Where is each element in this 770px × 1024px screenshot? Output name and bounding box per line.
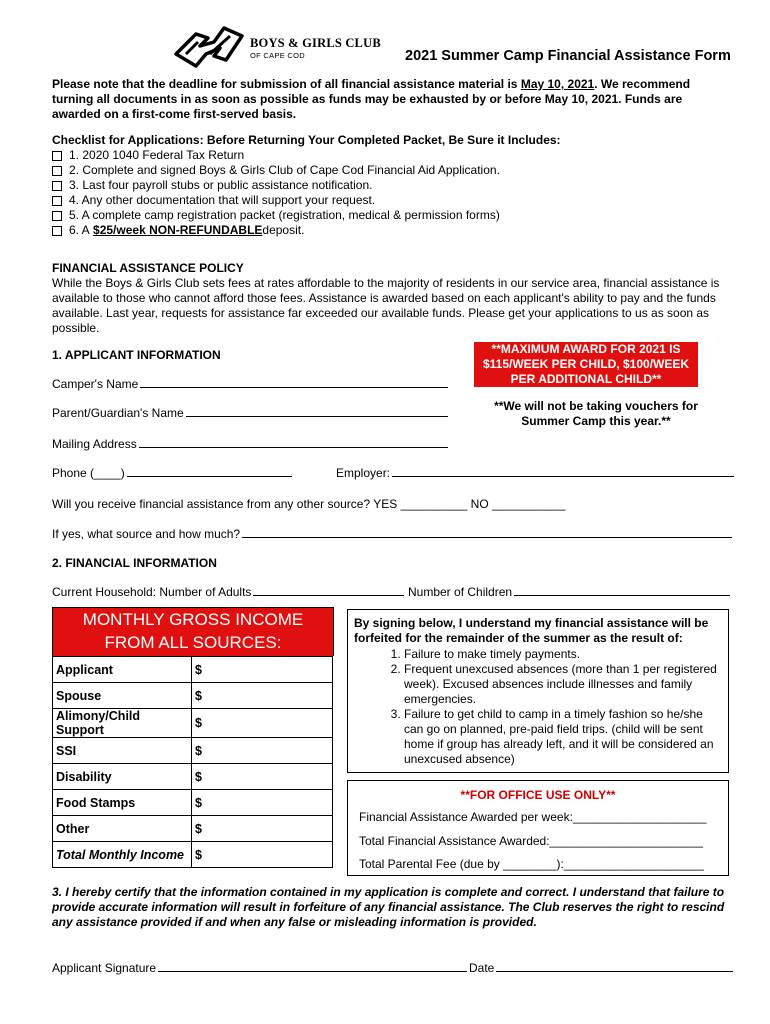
income-amount-field[interactable]: $ — [192, 709, 333, 738]
signature-row — [52, 961, 469, 975]
phone-label: Phone (____) — [52, 466, 125, 480]
checklist-item[interactable]: 4. Any other documentation that will support your request. — [52, 193, 500, 208]
checkbox[interactable] — [52, 196, 62, 206]
date-field[interactable] — [496, 971, 733, 972]
checkbox[interactable] — [52, 181, 62, 191]
phone-row — [52, 466, 294, 480]
source-amount-row — [52, 527, 734, 541]
employer-label: Employer: — [336, 466, 391, 480]
employer-field[interactable] — [392, 476, 734, 477]
income-total-row: Total Monthly Income $ — [53, 842, 333, 868]
date-row — [469, 961, 735, 975]
parent-name-label: Parent/Guardian's Name — [52, 406, 184, 420]
applicant-heading: 1. APPLICANT INFORMATION — [52, 348, 221, 362]
income-row: Applicant $ — [53, 657, 333, 683]
income-row: Disability $ — [53, 764, 333, 790]
intro-part1: Please note that the deadline for submission of all financial assistance material is — [52, 77, 521, 91]
logo — [170, 24, 385, 72]
form-title: 2021 Summer Camp Financial Assistance Form — [405, 48, 731, 64]
children-label: Number of Children — [408, 585, 513, 599]
intro-paragraph — [52, 77, 722, 122]
parent-name-row — [52, 406, 450, 420]
income-amount-field[interactable]: $ — [192, 683, 333, 709]
forfeit-item: 3. Failure to get child to camp in a timely fashion so he/she can go on planned, pre-paid field trips. (child will be sent home if group has already left, and it will be considered an unexcused absence) — [404, 707, 724, 767]
checklist-item[interactable]: 2. Complete and signed Boys & Girls Club of Cape Cod Financial Aid Application. — [52, 163, 500, 178]
camper-name-label: Camper's Name — [52, 377, 139, 391]
income-amount-field[interactable]: $ — [192, 790, 333, 816]
adults-label: Current Household: Number of Adults — [52, 585, 252, 599]
checkbox[interactable] — [52, 226, 62, 236]
forfeit-list — [354, 647, 724, 767]
max-award-notice: **MAXIMUM AWARD FOR 2021 IS $115/WEEK PER CHILD, $100/WEEK PER ADDITIONAL CHILD** — [474, 342, 698, 387]
forfeit-heading: By signing below, I understand my financial assistance will be forfeited for the remainder of the summer as the result of: — [354, 616, 709, 645]
financial-heading: 2. FINANCIAL INFORMATION — [52, 556, 217, 570]
children-field[interactable] — [514, 595, 730, 596]
date-label: Date — [469, 961, 495, 975]
income-table-title: MONTHLY GROSS INCOME FROM ALL SOURCES: — [52, 607, 334, 656]
mailing-address-field[interactable] — [139, 447, 448, 448]
employer-row — [336, 466, 736, 480]
club-logo-icon — [170, 24, 248, 72]
checklist-heading: Checklist for Applications: Before Returning Your Completed Packet, Be Sure it Includes: — [52, 133, 561, 147]
income-total-field[interactable]: $ — [192, 842, 333, 868]
income-amount-field[interactable]: $ — [192, 816, 333, 842]
forfeit-box — [347, 609, 729, 773]
policy-body: While the Boys & Girls Club sets fees at rates affordable to the majority of residents in our service area, financial assistance is available to those who cannot afford those fees. Assistance is awarded based on each applicant's ability to pay and the funds available. Last year, requests for assistance far exceeded our available funds. Please get your applications to us as soon as possible. — [52, 276, 720, 335]
forfeit-item: 1. Failure to make timely payments. — [404, 647, 724, 662]
deposit-amount: $25/week NON-REFUNDABLE — [93, 223, 263, 237]
income-row: SSI $ — [53, 738, 333, 764]
office-field-awarded[interactable]: Financial Assistance Awarded per week:____________________ — [359, 810, 707, 824]
income-rows — [52, 656, 333, 868]
office-use-box — [347, 780, 729, 876]
income-row: Alimony/Child Support $ — [53, 709, 333, 738]
other-source-question[interactable]: Will you receive financial assistance from any other source? YES __________ NO ___________ — [52, 497, 566, 511]
income-amount-field[interactable]: $ — [192, 738, 333, 764]
income-row: Other $ — [53, 816, 333, 842]
vouchers-notice: **We will not be taking vouchers for Summer Camp this year.** — [494, 399, 698, 428]
adults-row — [52, 585, 406, 599]
income-table — [52, 607, 332, 868]
mailing-address-label: Mailing Address — [52, 437, 137, 451]
children-row — [408, 585, 732, 599]
logo-subtitle: OF CAPE COD — [250, 51, 305, 60]
checkbox[interactable] — [52, 166, 62, 176]
income-row: Food Stamps $ — [53, 790, 333, 816]
mailing-address-row — [52, 437, 450, 451]
intro-part2: . We recommend turning all documents in as soon as possible as funds may be exhausted by or before May 10, 2021. Funds are awarded on a first-come first-served basis. — [52, 77, 691, 121]
checkbox[interactable] — [52, 151, 62, 161]
signature-field[interactable] — [158, 971, 467, 972]
certification-statement: 3. I hereby certify that the information contained in my application is complete and correct. I understand that failure to provide accurate information will result in forfeiture of any financial assistance. The Club reserves the right to rescind any assistance provided if and when any false or misleading information is provided. — [52, 885, 725, 929]
office-use-heading: **FOR OFFICE USE ONLY** — [460, 788, 616, 802]
checklist-item[interactable]: 3. Last four payroll stubs or public assistance notification. — [52, 178, 500, 193]
camper-name-field[interactable] — [140, 387, 448, 388]
adults-field[interactable] — [253, 595, 404, 596]
source-amount-label: If yes, what source and how much? — [52, 527, 241, 541]
income-amount-field[interactable]: $ — [192, 657, 333, 683]
office-field-parental-fee[interactable]: Total Parental Fee (due by ________):_____________________ — [359, 857, 704, 871]
checklist — [52, 148, 500, 238]
checklist-item[interactable]: 5. A complete camp registration packet (registration, medical & permission forms) — [52, 208, 500, 223]
forfeit-item: 2. Frequent unexcused absences (more than 1 per registered week). Excused absences include illnesses and family emergencies. — [404, 662, 724, 707]
phone-field[interactable] — [127, 476, 292, 477]
income-row: Spouse $ — [53, 683, 333, 709]
income-amount-field[interactable]: $ — [192, 764, 333, 790]
checklist-item[interactable]: 1. 2020 1040 Federal Tax Return — [52, 148, 500, 163]
deadline-date: May 10, 2021 — [520, 77, 595, 91]
checklist-item[interactable]: 6. A $25/week NON-REFUNDABLE deposit. — [52, 223, 500, 238]
office-field-total[interactable]: Total Financial Assistance Awarded:_______________________ — [359, 834, 704, 848]
source-amount-field[interactable] — [242, 537, 732, 538]
camper-name-row — [52, 377, 450, 391]
checkbox[interactable] — [52, 211, 62, 221]
policy-heading: FINANCIAL ASSISTANCE POLICY — [52, 261, 244, 275]
parent-name-field[interactable] — [186, 416, 448, 417]
logo-title: BOYS & GIRLS CLUB — [250, 36, 381, 50]
signature-label: Applicant Signature — [52, 961, 157, 975]
